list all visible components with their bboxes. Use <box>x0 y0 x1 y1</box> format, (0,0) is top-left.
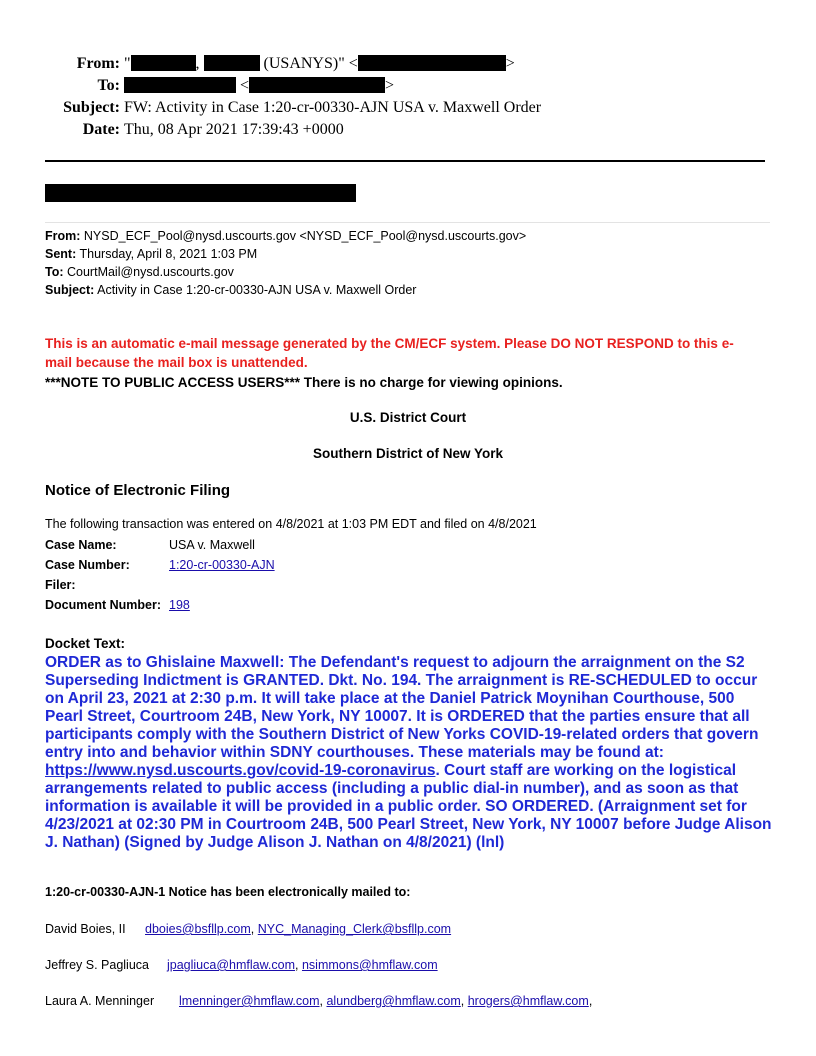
nef-title: Notice of Electronic Filing <box>45 482 231 499</box>
redaction-bar <box>45 184 356 202</box>
fwd-to-value: CourtMail@nysd.uscourts.gov <box>67 265 234 279</box>
fwd-sent-label: Sent: <box>45 247 77 261</box>
recipient-name: Jeffrey S. Pagliuca <box>45 958 149 972</box>
mailed-heading: 1:20-cr-00330-AJN-1 Notice has been electronically mailed to: <box>45 885 411 899</box>
document-number-label: Document Number: <box>45 598 161 612</box>
header-subject-row <box>0 98 541 118</box>
case-name-label: Case Name: <box>45 538 117 552</box>
docket-text-label: Docket Text: <box>45 636 126 651</box>
filer-label: Filer: <box>45 578 76 592</box>
document-number-link[interactable]: 198 <box>169 598 190 612</box>
header-to-label: To: <box>97 77 120 94</box>
header-from-label: From: <box>76 55 120 72</box>
fwd-sent-value: Thursday, April 8, 2021 1:03 PM <box>79 247 258 261</box>
header-to-row: To: < > <box>0 76 394 96</box>
fwd-subject-label: Subject: <box>45 283 95 297</box>
recipient-email-link[interactable]: jpagliuca@hmflaw.com <box>167 958 296 972</box>
header-subject-label: Subject: <box>63 99 120 116</box>
forwarded-header <box>45 227 526 299</box>
covid-link[interactable]: https://www.nysd.uscourts.gov/covid-19-coronavirus <box>45 762 436 779</box>
header-from-row: From: " , (USANYS)" < > <box>0 54 515 74</box>
recipient-email-link[interactable]: lmenninger@hmflaw.com <box>179 994 320 1008</box>
header-date-label: Date: <box>82 121 120 138</box>
fwd-subject-value: Activity in Case 1:20-cr-00330-AJN USA v. Maxwell Order <box>97 283 417 297</box>
recipient-name: Laura A. Menninger <box>45 994 155 1008</box>
filer-row <box>45 575 275 595</box>
forward-divider <box>45 222 770 223</box>
header-subject-value: FW: Activity in Case 1:20-cr-00330-AJN USA v. Maxwell Order <box>124 99 542 116</box>
redaction-box <box>358 55 506 71</box>
header-date-value: Thu, 08 Apr 2021 17:39:43 +0000 <box>124 121 344 138</box>
case-name-row <box>45 535 275 555</box>
redaction-box <box>249 77 385 93</box>
recipient-row: Jeffrey S. Pagliuca jpagliuca@hmflaw.com, nsimmons@hmflaw.com <box>45 958 438 972</box>
recipient-name: David Boies, II <box>45 922 126 936</box>
fwd-from-value: NYSD_ECF_Pool@nysd.uscourts.gov <NYSD_ECF_Pool@nysd.uscourts.gov> <box>83 229 527 243</box>
from-quote: " <box>124 55 131 72</box>
docket-text <box>45 654 775 852</box>
redaction-box <box>204 55 260 71</box>
automatic-message-warning: This is an automatic e-mail message generated by the CM/ECF system. Please DO NOT RESPOND to this e-mail because the mail box is unattended. <box>45 336 734 370</box>
recipient-email-link[interactable]: hrogers@hmflaw.com <box>467 994 589 1008</box>
case-name-value: USA v. Maxwell <box>169 538 255 552</box>
fwd-to-label: To: <box>45 265 64 279</box>
district-name: Southern District of New York <box>312 446 504 461</box>
recipient-email-link[interactable]: alundberg@hmflaw.com <box>326 994 461 1008</box>
case-number-label: Case Number: <box>45 558 130 572</box>
document-number-row <box>45 595 275 615</box>
transaction-line: The following transaction was entered on 4/8/2021 at 1:03 PM EDT and filed on 4/8/2021 <box>45 517 537 531</box>
docket-text-part-1: ORDER as to Ghislaine Maxwell: The Defendant's request to adjourn the arraignment on the S2 Superseding Indictment is GRANTED. Dkt. No. 194. The arraignment is RE-SCHEDULED to occur on April 23, 2021 at 2:30 p.m. It will take place at the Daniel Patrick Moynihan Courthouse, 500 Pearl Street, Courtroom 24B, New York, NY 10007. It is ORDERED that the parties ensure that all participants comply with the Southern District of New Yorks COVID-19-related orders that govern entry into and behavior within SDNY courthouses. These materials may be found at: <box>45 654 759 761</box>
public-access-note: ***NOTE TO PUBLIC ACCESS USERS*** There is no charge for viewing opinions. <box>45 375 563 390</box>
court-name: U.S. District Court <box>349 410 467 425</box>
case-number-link[interactable]: 1:20-cr-00330-AJN <box>169 558 275 572</box>
from-org: (USANYS)" < <box>263 55 358 72</box>
docket-text-part-2: . Court staff are working on the logistical arrangements related to public access (including a public dial-in number), and as soon as that information is available it will be provided in a public order. SO ORDERED. (Arraignment set for 4/23/2021 at 02:30 PM in Courtroom 24B, 500 Pearl Street, New York, NY 10007 before Judge Alison J. Nathan) (Signed by Judge Alison J. Nathan on 4/8/2021) (lnl) <box>45 762 772 851</box>
recipient-email-link[interactable]: dboies@bsfllp.com <box>145 922 251 936</box>
redaction-box <box>131 55 196 71</box>
fwd-from-label: From: <box>45 229 81 243</box>
recipient-row: David Boies, II dboies@bsfllp.com, NYC_Managing_Clerk@bsfllp.com <box>45 922 452 936</box>
redaction-box <box>124 77 236 93</box>
header-divider <box>45 160 765 162</box>
recipient-email-link[interactable]: nsimmons@hmflaw.com <box>301 958 438 972</box>
filer-value <box>169 575 275 595</box>
recipient-row: Laura A. Menninger lmenninger@hmflaw.com, alundberg@hmflaw.com, hrogers@hmflaw.com, <box>45 994 593 1008</box>
recipient-email-link[interactable]: NYC_Managing_Clerk@bsfllp.com <box>257 922 452 936</box>
case-info-table <box>45 535 275 615</box>
case-number-row <box>45 555 275 575</box>
header-date-row <box>0 120 344 140</box>
